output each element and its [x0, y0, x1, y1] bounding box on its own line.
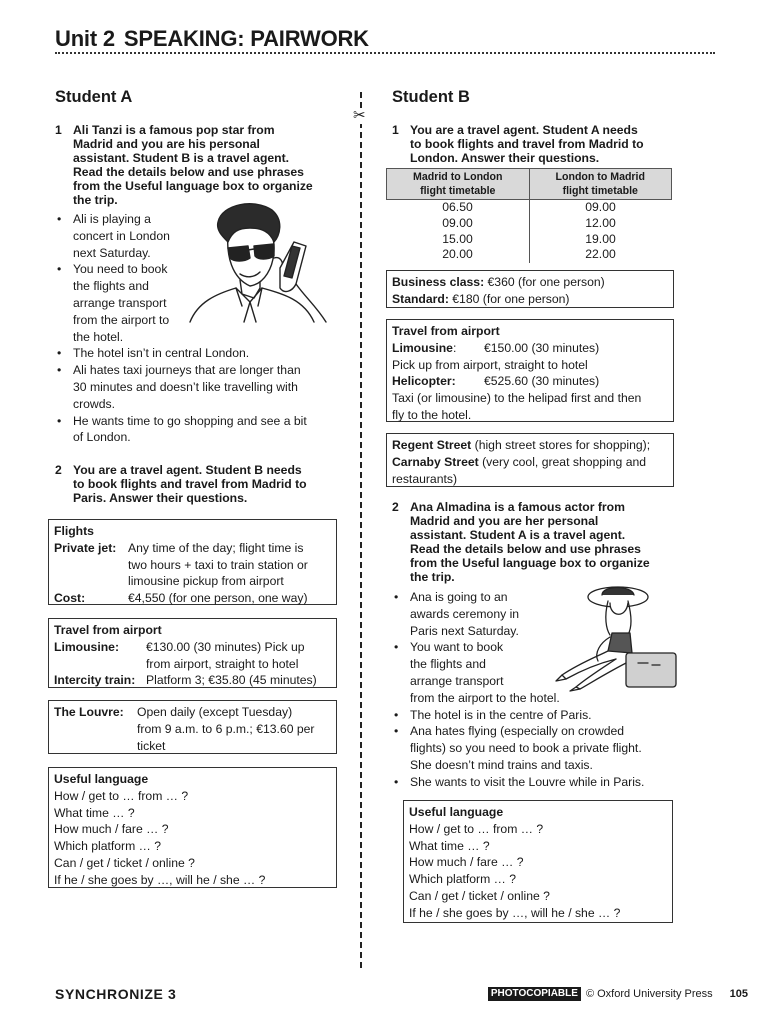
bullet-line: • Ana is going to an	[410, 590, 508, 604]
intercity-train-label: Intercity train:	[54, 673, 136, 688]
timetable-table	[386, 168, 672, 263]
private-jet-line: Any time of the day; flight time is	[128, 540, 304, 555]
task-number: 2	[55, 463, 62, 477]
task-line: Paris. Answer their questions.	[73, 491, 248, 505]
louvre-box	[48, 700, 337, 754]
phrase-item: How / get to … from … ?	[409, 821, 544, 836]
header-divider	[55, 52, 715, 54]
table-cell: 06.50	[387, 200, 530, 216]
list-item	[55, 362, 345, 412]
task-line: the trip.	[410, 570, 455, 584]
header-line: London to Madrid	[555, 171, 645, 183]
table-cell: 15.00	[387, 232, 530, 248]
louvre-line: ticket	[137, 738, 166, 753]
photocopiable-badge: PHOTOCOPIABLE	[488, 987, 581, 1001]
cost-row	[54, 590, 331, 607]
bullet-line: • Ali is playing a	[73, 212, 151, 226]
standard-class-value: €180 (for one person)	[452, 291, 570, 306]
phrase-item: What time … ?	[54, 805, 135, 820]
private-jet-line: limousine pickup from airport	[128, 574, 284, 589]
footer-info	[488, 987, 748, 1001]
bullet-line: arrange transport	[73, 295, 167, 310]
bullet-line: arrange transport	[410, 673, 504, 688]
intercity-train-value: Platform 3; €35.80 (45 minutes)	[146, 673, 317, 688]
bullet-line: concert in London	[73, 228, 170, 243]
regent-street-row	[392, 437, 668, 454]
table-cell: 22.00	[585, 247, 616, 262]
regent-street-value: (high street stores for shopping);	[474, 438, 651, 452]
header-line: flight timetable	[562, 185, 638, 197]
bullet-line: the hotel.	[73, 329, 124, 344]
task-line: London. Answer their questions.	[410, 151, 600, 165]
header-line: flight timetable	[420, 185, 496, 197]
cost-value: €4,550 (for one person, one way)	[128, 591, 308, 606]
limousine-line: from airport, straight to hotel	[146, 656, 299, 671]
bullet-line: 30 minutes and doesn’t like travelling with	[73, 379, 298, 394]
carnaby-street-row	[392, 454, 668, 471]
timetable-header-london-madrid	[529, 169, 672, 200]
limousine-row	[392, 340, 668, 357]
page-number: 105	[729, 988, 748, 1000]
bullet-line: • Ana hates flying (especially on crowded	[410, 724, 625, 739]
limousine-colon: :	[452, 340, 457, 355]
louvre-label: The Louvre:	[54, 705, 124, 719]
task-line: You are a travel agent. Student B needs	[73, 463, 302, 477]
private-jet-line: two hours + taxi to train station or	[128, 557, 308, 572]
student-a-task-2	[55, 463, 345, 505]
louvre-line: Open daily (except Tuesday)	[137, 705, 293, 719]
header-line: Madrid to London	[413, 171, 503, 183]
carnaby-street-value: (very cool, great shopping and	[482, 454, 647, 469]
task-line: Ana Almadina is a famous actor from	[410, 500, 625, 514]
private-jet-row	[54, 540, 331, 590]
task-line: Read the details below and use phrases	[410, 542, 641, 556]
timetable-header-madrid-london	[387, 169, 530, 200]
list-item	[392, 774, 692, 791]
helicopter-label: Helicopter:	[392, 374, 456, 389]
task-number: 1	[392, 123, 399, 137]
box-title: Flights	[54, 524, 94, 538]
bullet-line: of London.	[73, 430, 131, 445]
task-line: assistant. Student A is a travel agent.	[410, 528, 626, 542]
phrase-item: Can / get / ticket / online ?	[54, 855, 195, 870]
bullet-line: • He wants time to go shopping and see a bit	[73, 413, 307, 428]
helicopter-row	[392, 373, 668, 390]
task-number: 1	[55, 123, 62, 137]
bullet-line: • Ali hates taxi journeys that are longer than	[73, 363, 301, 378]
task-line: to book flights and travel from Madrid to	[410, 137, 644, 151]
intercity-train-row	[54, 672, 331, 689]
bullet-line: awards ceremony in	[410, 606, 520, 621]
cut-line	[360, 92, 362, 968]
list-item	[55, 345, 345, 362]
bullet-line: She doesn’t mind trains and taxis.	[410, 757, 593, 772]
useful-language-box-b	[403, 800, 673, 923]
table-cell: 12.00	[585, 215, 616, 230]
limousine-row	[54, 639, 331, 673]
list-item	[392, 707, 692, 724]
page-title	[55, 24, 369, 54]
box-title: Useful language	[409, 805, 504, 819]
table-row	[387, 216, 672, 232]
publisher-logo: SYNCHRONIZE 3	[55, 986, 177, 1002]
bullet-line: • You need to book	[73, 262, 168, 277]
cost-label: Cost:	[54, 591, 86, 606]
travel-from-airport-box	[48, 618, 337, 688]
carnaby-street-value-cont: restaurants)	[392, 471, 458, 486]
bullet-line: from the airport to the hotel.	[410, 690, 560, 705]
bullet-line: • The hotel is in the centre of Paris.	[410, 707, 592, 722]
bullet-line: • She wants to visit the Louvre while in Paris.	[410, 774, 645, 789]
task-line: Madrid and you are her personal	[410, 514, 599, 528]
table-row	[387, 200, 672, 216]
student-a-heading: Student A	[55, 88, 133, 106]
unit-label: Unit 2	[55, 26, 115, 51]
task-line: the trip.	[73, 193, 118, 207]
helicopter-value: €525.60 (30 minutes)	[484, 374, 600, 389]
business-class-label: Business class:	[392, 275, 485, 289]
limousine-label-wrap	[392, 340, 484, 357]
useful-language-box-a	[48, 767, 337, 888]
student-b-task-1	[392, 123, 692, 165]
helicopter-description: Taxi (or limousine) to the helipad first and then	[392, 391, 642, 406]
louvre-line: from 9 a.m. to 6 p.m.; €13.60 per	[137, 721, 315, 736]
phrase-item: If he / she goes by …, will he / she … ?	[409, 905, 621, 920]
limousine-label: Limousine	[392, 340, 453, 355]
phrase-item: How much / fare … ?	[409, 855, 524, 870]
task-line: from the Useful language box to organize	[410, 556, 650, 570]
actress-illustration	[540, 583, 678, 693]
bullet-line: from the airport to	[73, 312, 170, 327]
box-title: Travel from airport	[392, 324, 500, 338]
phrase-item: Which platform … ?	[409, 872, 517, 887]
table-row	[387, 247, 672, 263]
bullet-line: • The hotel isn’t in central London.	[73, 346, 250, 361]
list-item	[392, 723, 692, 773]
limousine-line: €130.00 (30 minutes) Pick up	[146, 639, 305, 654]
phrase-item: What time … ?	[409, 838, 490, 853]
flight-timetable	[386, 168, 672, 263]
copyright-text: © Oxford University Press	[585, 988, 713, 1000]
phrase-item: Which platform … ?	[54, 839, 162, 854]
travel-from-airport-box-b	[386, 319, 674, 422]
business-class-row	[392, 274, 668, 291]
flights-box	[48, 519, 337, 605]
student-b-task-2	[392, 500, 692, 584]
private-jet-label: Private jet:	[54, 540, 117, 555]
standard-class-row	[392, 291, 668, 308]
task-line: Ali Tanzi is a famous pop star from	[73, 123, 275, 137]
limousine-description: Pick up from airport, straight to hotel	[392, 357, 588, 372]
task-number: 2	[392, 500, 399, 514]
task-line: from the Useful language box to organize	[73, 179, 313, 193]
fare-class-box	[386, 270, 674, 308]
task-line: to book flights and travel from Madrid to	[73, 477, 307, 491]
box-title: Travel from airport	[54, 623, 162, 637]
list-item	[55, 413, 345, 447]
limousine-label: Limousine:	[54, 639, 120, 654]
bullet-line: • You want to book	[410, 640, 504, 655]
table-row	[387, 232, 672, 248]
table-cell: 20.00	[387, 247, 530, 263]
scissors-icon: ✂	[353, 107, 366, 124]
box-title: Useful language	[54, 772, 149, 786]
carnaby-street-label: Carnaby Street	[392, 454, 479, 469]
bullet-line: Paris next Saturday.	[410, 623, 519, 638]
task-line: Madrid and you are his personal	[73, 137, 260, 151]
task-line: assistant. Student B is a travel agent.	[73, 151, 290, 165]
student-a-task-1	[55, 123, 345, 207]
regent-street-label: Regent Street	[392, 438, 472, 452]
phrase-item: How much / fare … ?	[54, 822, 169, 837]
business-class-value: €360 (for one person)	[487, 275, 605, 289]
table-cell: 19.00	[585, 231, 616, 246]
pop-star-illustration	[188, 202, 336, 324]
helicopter-description: fly to the hotel.	[392, 407, 472, 422]
table-cell: 09.00	[585, 200, 616, 214]
phrase-item: Can / get / ticket / online ?	[409, 888, 550, 903]
bullet-line: crowds.	[73, 396, 115, 411]
louvre-row	[54, 704, 331, 754]
phrase-item: If he / she goes by …, will he / she … ?	[54, 872, 266, 887]
bullet-line: the flights and	[73, 279, 149, 294]
table-cell: 09.00	[387, 216, 530, 232]
standard-class-label: Standard:	[392, 291, 449, 306]
limousine-value: €150.00 (30 minutes)	[484, 340, 600, 355]
shopping-streets-box	[386, 433, 674, 487]
bullet-line: next Saturday.	[73, 245, 151, 260]
bullet-line: the flights and	[410, 657, 486, 672]
phrase-item: How / get to … from … ?	[54, 788, 189, 803]
task-line: You are a travel agent. Student A needs	[410, 123, 638, 137]
task-line: Read the details below and use phrases	[73, 165, 304, 179]
bullet-line: flights) so you need to book a private flight.	[410, 741, 642, 756]
section-title: SPEAKING: PAIRWORK	[123, 26, 369, 51]
student-b-heading: Student B	[392, 88, 470, 106]
